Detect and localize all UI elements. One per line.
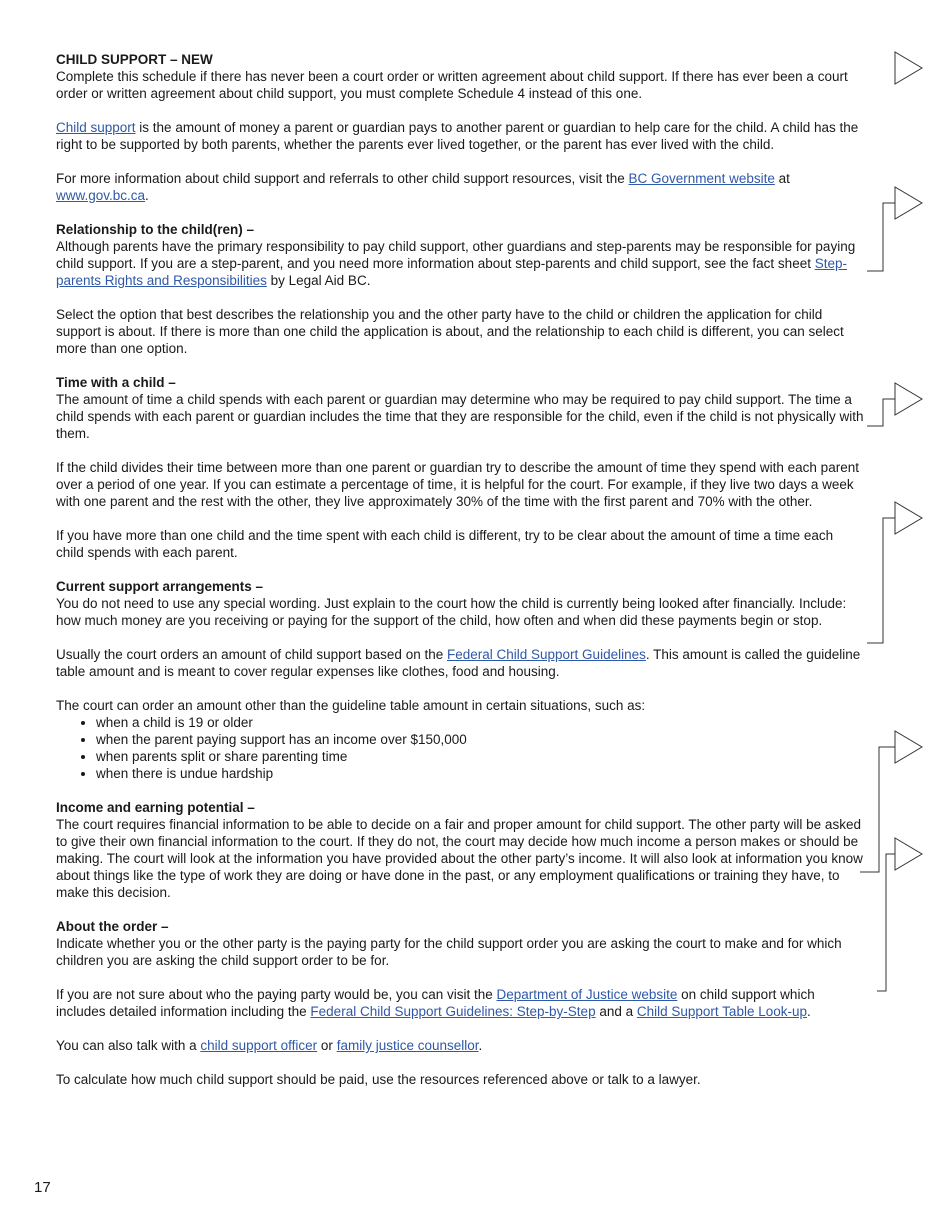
list-item: • when parents split or share parenting time <box>96 748 864 765</box>
current-paragraph-3: The court can order an amount other than the guideline table amount in certain situations, such as: <box>56 698 646 713</box>
page-title: CHILD SUPPORT – NEW <box>56 52 213 67</box>
order-paragraph-1: Indicate whether you or the other party is the paying party for the child support order you are asking the court to make and for which children you are asking the child support order to be for. <box>56 936 842 968</box>
time-paragraph-3: If you have more than one child and the time spent with each child is different, try to be clear about the amount of time a time each child spends with each parent. <box>56 528 834 560</box>
order-paragraph-4: To calculate how much child support should be paid, use the resources referenced above or talk to a lawyer. <box>56 1072 701 1087</box>
bc-government-link[interactable]: BC Government website <box>628 171 775 186</box>
connector-line <box>867 203 895 271</box>
triangle-marker-icon <box>895 187 922 219</box>
federal-guidelines-link[interactable]: Federal Child Support Guidelines <box>446 647 646 662</box>
time-paragraph-2: If the child divides their time between more than one parent or guardian try to describe the amount of time they spend with each parent over a period of one year. If you can estimate a percentage of time, it is helpful for the court. For example, if they live two days a week with one parent and the rest with the other, they live approximately 30% of the time with the first parent and 70% with the other. <box>56 460 859 509</box>
current-heading: Current support arrangements – <box>56 579 264 594</box>
list-item: • when there is undue hardship <box>96 765 864 782</box>
time-paragraph-1: The amount of time a child spends with each parent or guardian may determine who may be required to pay child support. The time a child spends with each parent or guardian includes the time that they are responsible for the child, even if the child is not physically with them. <box>56 392 864 441</box>
family-justice-counsellor-link[interactable]: family justice counsellor <box>336 1038 479 1053</box>
department-justice-link[interactable]: Department of Justice website <box>496 987 678 1002</box>
relationship-paragraph-1: Although parents have the primary responsibility to pay child support, other guardians and step-parents may be responsible for paying child support. If you are a step-parent, and you need more information about step-parents and child support, see the fact sheet Step-parents Rights and Responsibilities by Legal Aid BC. <box>56 239 856 288</box>
list-item: • when a child is 19 or older <box>96 714 864 731</box>
connector-line <box>877 854 895 991</box>
current-paragraph-1: You do not need to use any special wording. Just explain to the court how the child is currently being looked after financially. Include: how much money are you receiving or paying for the support of the child, how often and when did these payments begin or stop. <box>56 596 847 628</box>
triangle-marker-icon <box>895 731 922 763</box>
page-number: 17 <box>34 1179 51 1196</box>
step-by-step-link[interactable]: Federal Child Support Guidelines: Step-by-Step <box>310 1004 596 1019</box>
income-heading: Income and earning potential – <box>56 800 255 815</box>
step-parents-link[interactable]: Step-parents Rights and Responsibilities <box>56 256 847 288</box>
income-paragraph: The court requires financial information to be able to decide on a fair and proper amount for child support. The other party will be asked to give their own financial information to the court. If they do not, the court may decide how much income a person makes or should be making. The court will look at the information you have provided about the other party’s income. It will also look at information you know about things like the type of work they are doing or have done in the past, or any employment qualifications or training they have, to make this decision. <box>56 817 863 900</box>
intro-paragraph: Complete this schedule if there has never been a court order or written agreement about child support. If there has ever been a court order or written agreement about child support, you must complete Schedule 4 instead of this one. <box>56 69 848 101</box>
child-support-officer-link[interactable]: child support officer <box>200 1038 318 1053</box>
connector-line <box>867 399 895 426</box>
list-item: • when the parent paying support has an income over $150,000 <box>96 731 864 748</box>
gov-bc-link[interactable]: www.gov.bc.ca <box>56 188 146 203</box>
time-heading: Time with a child – <box>56 375 176 390</box>
relationship-heading: Relationship to the child(ren) – <box>56 222 255 237</box>
current-paragraph-2: Usually the court orders an amount of child support based on the Federal Child Support Guidelines. This amount is called the guideline table amount and is meant to cover regular expenses like clothes, food and housing. <box>56 647 861 679</box>
triangle-marker-icon <box>895 502 922 534</box>
connector-line <box>867 518 895 643</box>
more-info-paragraph: For more information about child support and referrals to other child support resources, visit the BC Government website at www.gov.bc.ca. <box>56 171 790 203</box>
triangle-marker-icon <box>895 383 922 415</box>
order-heading: About the order – <box>56 919 169 934</box>
triangle-marker-icon <box>895 52 922 84</box>
table-lookup-link[interactable]: Child Support Table Look-up <box>636 1004 807 1019</box>
relationship-paragraph-2: Select the option that best describes the relationship you and the other party have to the child or children the application for child support is about. If there is more than one child the application is about, and the relationship to each child is different, you can select more than one option. <box>56 307 844 356</box>
definition-paragraph: Child support is the amount of money a parent or guardian pays to another parent or guardian to help care for the child. A child has the right to be supported by both parents, whether the parents ever lived together, or the parent has ever lived with the child. <box>56 120 859 152</box>
connector-line <box>860 747 895 872</box>
child-support-link[interactable]: Child support <box>56 120 136 135</box>
triangle-marker-icon <box>895 838 922 870</box>
order-paragraph-3: You can also talk with a child support officer or family justice counsellor. <box>56 1038 483 1053</box>
order-paragraph-2: If you are not sure about who the paying party would be, you can visit the Department of Justice website on child support which includes detailed information including the Federal Child Support Guidelines: Step-by-Step and a Child Support Table Look-up. <box>56 987 815 1019</box>
